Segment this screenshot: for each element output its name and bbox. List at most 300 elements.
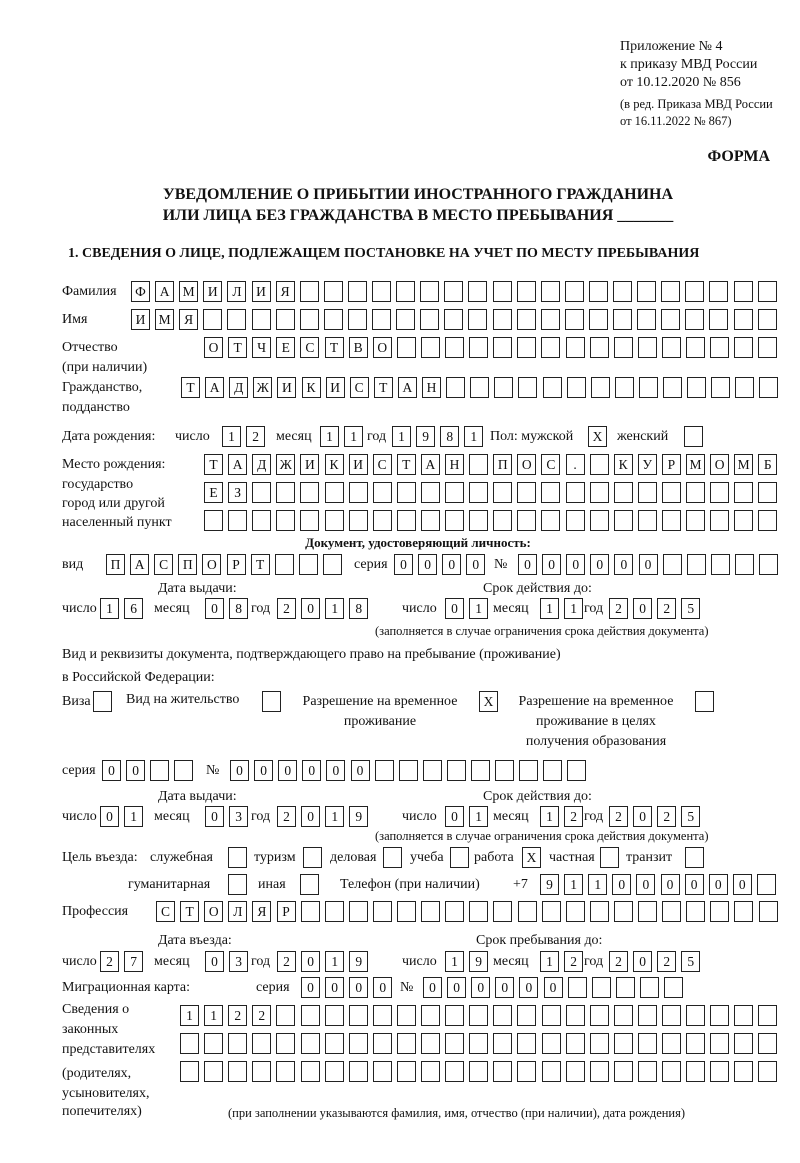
char-box[interactable] [566,901,585,922]
char-box[interactable] [590,1005,609,1026]
month-box[interactable]: 1 [564,598,583,619]
char-box[interactable]: С [373,454,392,475]
char-box[interactable] [613,281,632,302]
char-box[interactable] [734,901,753,922]
char-box[interactable] [614,482,633,503]
month-box[interactable]: 8 [229,598,248,619]
char-box[interactable]: А [155,281,174,302]
char-box[interactable]: Т [325,337,344,358]
char-box[interactable] [493,510,512,531]
char-box[interactable] [421,482,440,503]
char-box[interactable]: К [325,454,344,475]
char-box[interactable] [711,554,730,575]
purpose-checkbox[interactable] [303,847,322,868]
char-box[interactable]: 1 [464,426,483,447]
char-box[interactable] [325,1033,344,1054]
char-box[interactable] [616,977,635,998]
char-box[interactable]: 0 [102,760,121,781]
char-box[interactable]: 1 [344,426,363,447]
char-box[interactable]: О [710,454,729,475]
char-box[interactable] [711,377,730,398]
purpose-checkbox[interactable]: X [522,847,541,868]
char-box[interactable]: 0 [685,874,704,895]
char-box[interactable]: 1 [222,426,241,447]
char-box[interactable]: Я [179,309,198,330]
char-box[interactable]: 0 [590,554,609,575]
char-box[interactable] [471,760,490,781]
char-box[interactable] [735,377,754,398]
char-box[interactable] [493,482,512,503]
char-box[interactable]: У [638,454,657,475]
char-box[interactable] [420,309,439,330]
char-box[interactable] [758,1061,777,1082]
char-box[interactable] [325,1061,344,1082]
char-box[interactable] [349,1033,368,1054]
char-box[interactable]: Л [227,281,246,302]
purpose-checkbox[interactable] [228,847,247,868]
char-box[interactable]: 2 [246,426,265,447]
char-box[interactable] [325,510,344,531]
char-box[interactable]: 1 [588,874,607,895]
char-box[interactable] [301,1005,320,1026]
char-box[interactable] [300,281,319,302]
char-box[interactable]: Т [228,337,247,358]
char-box[interactable] [759,377,778,398]
char-box[interactable] [276,482,295,503]
purpose-checkbox[interactable] [685,847,704,868]
char-box[interactable] [445,1005,464,1026]
char-box[interactable]: Т [251,554,270,575]
purpose-checkbox[interactable] [600,847,619,868]
year-box[interactable]: 2 [277,598,296,619]
char-box[interactable] [517,510,536,531]
char-box[interactable]: 0 [612,874,631,895]
char-box[interactable]: К [302,377,321,398]
char-box[interactable] [444,309,463,330]
char-box[interactable]: 0 [518,554,537,575]
month-box[interactable]: 3 [229,806,248,827]
char-box[interactable]: Д [229,377,248,398]
char-box[interactable] [566,1005,585,1026]
char-box[interactable] [396,281,415,302]
char-box[interactable] [614,1033,633,1054]
char-box[interactable]: 0 [230,760,249,781]
char-box[interactable]: Ч [252,337,271,358]
char-box[interactable] [494,377,513,398]
year-box[interactable]: 9 [349,951,368,972]
char-box[interactable]: И [203,281,222,302]
char-box[interactable]: 0 [471,977,490,998]
char-box[interactable]: Я [252,901,271,922]
day-box[interactable]: 1 [469,806,488,827]
year-box[interactable]: 5 [681,806,700,827]
char-box[interactable]: 0 [466,554,485,575]
char-box[interactable] [469,482,488,503]
char-box[interactable] [399,760,418,781]
char-box[interactable] [517,281,536,302]
char-box[interactable]: 0 [733,874,752,895]
char-box[interactable]: И [349,454,368,475]
char-box[interactable]: Н [422,377,441,398]
char-box[interactable] [468,309,487,330]
char-box[interactable] [421,337,440,358]
char-box[interactable]: О [373,337,392,358]
char-box[interactable] [397,482,416,503]
year-box[interactable]: 2 [657,951,676,972]
char-box[interactable] [662,1061,681,1082]
char-box[interactable] [734,309,753,330]
char-box[interactable]: А [421,454,440,475]
char-box[interactable] [663,554,682,575]
char-box[interactable] [590,337,609,358]
char-box[interactable] [662,901,681,922]
char-box[interactable] [349,482,368,503]
char-box[interactable] [517,1061,536,1082]
char-box[interactable]: И [326,377,345,398]
char-box[interactable] [421,510,440,531]
char-box[interactable]: Р [227,554,246,575]
day-box[interactable]: 7 [124,951,143,972]
char-box[interactable] [421,1061,440,1082]
char-box[interactable] [276,1061,295,1082]
char-box[interactable] [445,510,464,531]
char-box[interactable]: 0 [326,760,345,781]
month-box[interactable]: 0 [205,598,224,619]
char-box[interactable]: 1 [564,874,583,895]
day-box[interactable]: 2 [100,951,119,972]
char-box[interactable] [324,309,343,330]
char-box[interactable]: Т [180,901,199,922]
year-box[interactable]: 1 [325,806,344,827]
char-box[interactable]: Ф [131,281,150,302]
char-box[interactable]: З [228,482,247,503]
char-box[interactable] [590,510,609,531]
char-box[interactable] [325,482,344,503]
char-box[interactable]: О [517,454,536,475]
char-box[interactable] [710,901,729,922]
char-box[interactable] [469,337,488,358]
char-box[interactable] [349,510,368,531]
char-box[interactable]: П [493,454,512,475]
char-box[interactable] [758,309,777,330]
char-box[interactable] [687,377,706,398]
char-box[interactable] [662,337,681,358]
char-box[interactable] [709,309,728,330]
char-box[interactable] [542,1061,561,1082]
char-box[interactable] [734,1061,753,1082]
char-box[interactable] [640,977,659,998]
char-box[interactable] [397,1033,416,1054]
char-box[interactable] [541,510,560,531]
char-box[interactable] [276,1005,295,1026]
char-box[interactable]: Е [204,482,223,503]
char-box[interactable] [592,977,611,998]
char-box[interactable] [638,482,657,503]
char-box[interactable] [615,377,634,398]
char-box[interactable] [686,1033,705,1054]
char-box[interactable] [517,1005,536,1026]
char-box[interactable] [686,901,705,922]
char-box[interactable] [663,377,682,398]
char-box[interactable] [493,281,512,302]
char-box[interactable] [349,1005,368,1026]
char-box[interactable] [519,760,538,781]
char-box[interactable]: С [350,377,369,398]
char-box[interactable] [590,901,609,922]
char-box[interactable]: 1 [392,426,411,447]
char-box[interactable]: 0 [278,760,297,781]
char-box[interactable] [495,760,514,781]
char-box[interactable] [276,1033,295,1054]
char-box[interactable] [375,760,394,781]
char-box[interactable]: И [300,454,319,475]
char-box[interactable] [542,901,561,922]
char-box[interactable] [468,281,487,302]
char-box[interactable] [638,510,657,531]
char-box[interactable] [614,1005,633,1026]
char-box[interactable] [227,309,246,330]
char-box[interactable] [469,1005,488,1026]
day-box[interactable]: 1 [469,598,488,619]
char-box[interactable]: Ж [253,377,272,398]
year-box[interactable]: 2 [277,951,296,972]
char-box[interactable] [541,337,560,358]
year-box[interactable]: 0 [633,598,652,619]
char-box[interactable] [734,482,753,503]
year-box[interactable]: 2 [609,951,628,972]
char-box[interactable] [591,377,610,398]
char-box[interactable]: 0 [325,977,344,998]
char-box[interactable] [685,281,704,302]
month-box[interactable]: 1 [540,951,559,972]
char-box[interactable] [541,281,560,302]
char-box[interactable] [447,760,466,781]
char-box[interactable]: Ж [276,454,295,475]
char-box[interactable] [565,309,584,330]
char-box[interactable] [710,1061,729,1082]
day-box[interactable]: 0 [445,806,464,827]
year-box[interactable]: 0 [633,806,652,827]
char-box[interactable]: 9 [416,426,435,447]
char-box[interactable]: 0 [566,554,585,575]
char-box[interactable] [469,454,488,475]
day-box[interactable]: 1 [445,951,464,972]
char-box[interactable] [445,337,464,358]
char-box[interactable]: С [300,337,319,358]
char-box[interactable] [518,901,537,922]
char-box[interactable] [397,901,416,922]
checkbox[interactable] [684,426,703,447]
char-box[interactable] [180,1061,199,1082]
char-box[interactable] [734,1005,753,1026]
char-box[interactable]: 0 [447,977,466,998]
char-box[interactable] [565,281,584,302]
day-box[interactable]: 9 [469,951,488,972]
year-box[interactable]: 2 [609,806,628,827]
char-box[interactable] [662,482,681,503]
char-box[interactable] [174,760,193,781]
char-box[interactable]: 9 [540,874,559,895]
char-box[interactable]: О [204,901,223,922]
char-box[interactable]: 1 [204,1005,223,1026]
char-box[interactable] [661,309,680,330]
char-box[interactable] [590,482,609,503]
char-box[interactable]: Л [228,901,247,922]
char-box[interactable] [637,281,656,302]
char-box[interactable] [566,510,585,531]
char-box[interactable] [664,977,683,998]
char-box[interactable] [348,281,367,302]
char-box[interactable]: 0 [126,760,145,781]
char-box[interactable] [685,309,704,330]
char-box[interactable] [323,554,342,575]
char-box[interactable]: Т [181,377,200,398]
month-box[interactable]: 2 [564,806,583,827]
char-box[interactable] [469,901,488,922]
checkbox[interactable] [695,691,714,712]
char-box[interactable] [445,1061,464,1082]
char-box[interactable] [543,760,562,781]
day-box[interactable]: 1 [124,806,143,827]
char-box[interactable]: 0 [661,874,680,895]
char-box[interactable] [757,874,776,895]
purpose-checkbox[interactable] [228,874,247,895]
char-box[interactable]: И [252,281,271,302]
char-box[interactable] [228,510,247,531]
char-box[interactable] [204,1061,223,1082]
char-box[interactable]: Б [758,454,777,475]
char-box[interactable] [348,309,367,330]
char-box[interactable]: 1 [320,426,339,447]
char-box[interactable] [373,1033,392,1054]
year-box[interactable]: 1 [325,598,344,619]
char-box[interactable]: 0 [519,977,538,998]
year-box[interactable]: 0 [301,598,320,619]
char-box[interactable]: 0 [442,554,461,575]
char-box[interactable] [228,1061,247,1082]
char-box[interactable] [517,337,536,358]
char-box[interactable] [566,482,585,503]
char-box[interactable]: . [566,454,585,475]
char-box[interactable]: 0 [423,977,442,998]
char-box[interactable] [421,1033,440,1054]
char-box[interactable] [517,482,536,503]
char-box[interactable] [420,281,439,302]
char-box[interactable] [300,510,319,531]
char-box[interactable] [613,309,632,330]
char-box[interactable]: 0 [394,554,413,575]
char-box[interactable]: 0 [349,977,368,998]
char-box[interactable]: 0 [254,760,273,781]
char-box[interactable] [252,1061,271,1082]
char-box[interactable] [301,901,320,922]
char-box[interactable] [493,337,512,358]
char-box[interactable] [421,1005,440,1026]
char-box[interactable] [637,309,656,330]
char-box[interactable] [423,760,442,781]
char-box[interactable] [517,1033,536,1054]
char-box[interactable]: Д [252,454,271,475]
char-box[interactable] [638,1033,657,1054]
char-box[interactable] [349,901,368,922]
char-box[interactable] [662,1033,681,1054]
checkbox[interactable] [262,691,281,712]
year-box[interactable]: 0 [301,806,320,827]
char-box[interactable] [686,510,705,531]
char-box[interactable] [373,482,392,503]
char-box[interactable] [493,1061,512,1082]
char-box[interactable]: М [155,309,174,330]
char-box[interactable]: 1 [180,1005,199,1026]
year-box[interactable]: 2 [609,598,628,619]
year-box[interactable]: 1 [325,951,344,972]
char-box[interactable]: 0 [614,554,633,575]
char-box[interactable] [542,1033,561,1054]
char-box[interactable]: 0 [301,977,320,998]
char-box[interactable] [590,1061,609,1082]
char-box[interactable] [493,1033,512,1054]
char-box[interactable]: С [541,454,560,475]
char-box[interactable]: 2 [228,1005,247,1026]
char-box[interactable]: И [277,377,296,398]
char-box[interactable] [493,309,512,330]
char-box[interactable] [589,281,608,302]
char-box[interactable]: Я [276,281,295,302]
char-box[interactable]: 0 [351,760,370,781]
char-box[interactable] [734,510,753,531]
char-box[interactable] [372,281,391,302]
char-box[interactable] [252,510,271,531]
char-box[interactable]: 2 [252,1005,271,1026]
month-box[interactable]: 0 [205,951,224,972]
year-box[interactable]: 2 [657,598,676,619]
char-box[interactable] [203,309,222,330]
month-box[interactable]: 1 [540,598,559,619]
year-box[interactable]: 9 [349,806,368,827]
char-box[interactable] [300,309,319,330]
char-box[interactable] [204,510,223,531]
year-box[interactable]: 5 [681,598,700,619]
char-box[interactable]: Н [445,454,464,475]
char-box[interactable] [758,482,777,503]
char-box[interactable]: Т [397,454,416,475]
char-box[interactable]: 8 [440,426,459,447]
month-box[interactable]: 1 [540,806,559,827]
char-box[interactable] [758,1033,777,1054]
char-box[interactable] [470,377,489,398]
purpose-checkbox[interactable] [383,847,402,868]
char-box[interactable] [228,1033,247,1054]
char-box[interactable] [639,377,658,398]
char-box[interactable] [734,281,753,302]
char-box[interactable] [710,1033,729,1054]
char-box[interactable] [397,510,416,531]
char-box[interactable]: С [154,554,173,575]
char-box[interactable] [325,901,344,922]
char-box[interactable] [446,377,465,398]
char-box[interactable]: Е [276,337,295,358]
char-box[interactable]: Р [662,454,681,475]
char-box[interactable] [493,1005,512,1026]
char-box[interactable] [638,901,657,922]
char-box[interactable] [397,1005,416,1026]
char-box[interactable] [252,1033,271,1054]
char-box[interactable] [445,901,464,922]
char-box[interactable] [372,309,391,330]
day-box[interactable]: 0 [445,598,464,619]
char-box[interactable]: О [202,554,221,575]
char-box[interactable] [518,377,537,398]
